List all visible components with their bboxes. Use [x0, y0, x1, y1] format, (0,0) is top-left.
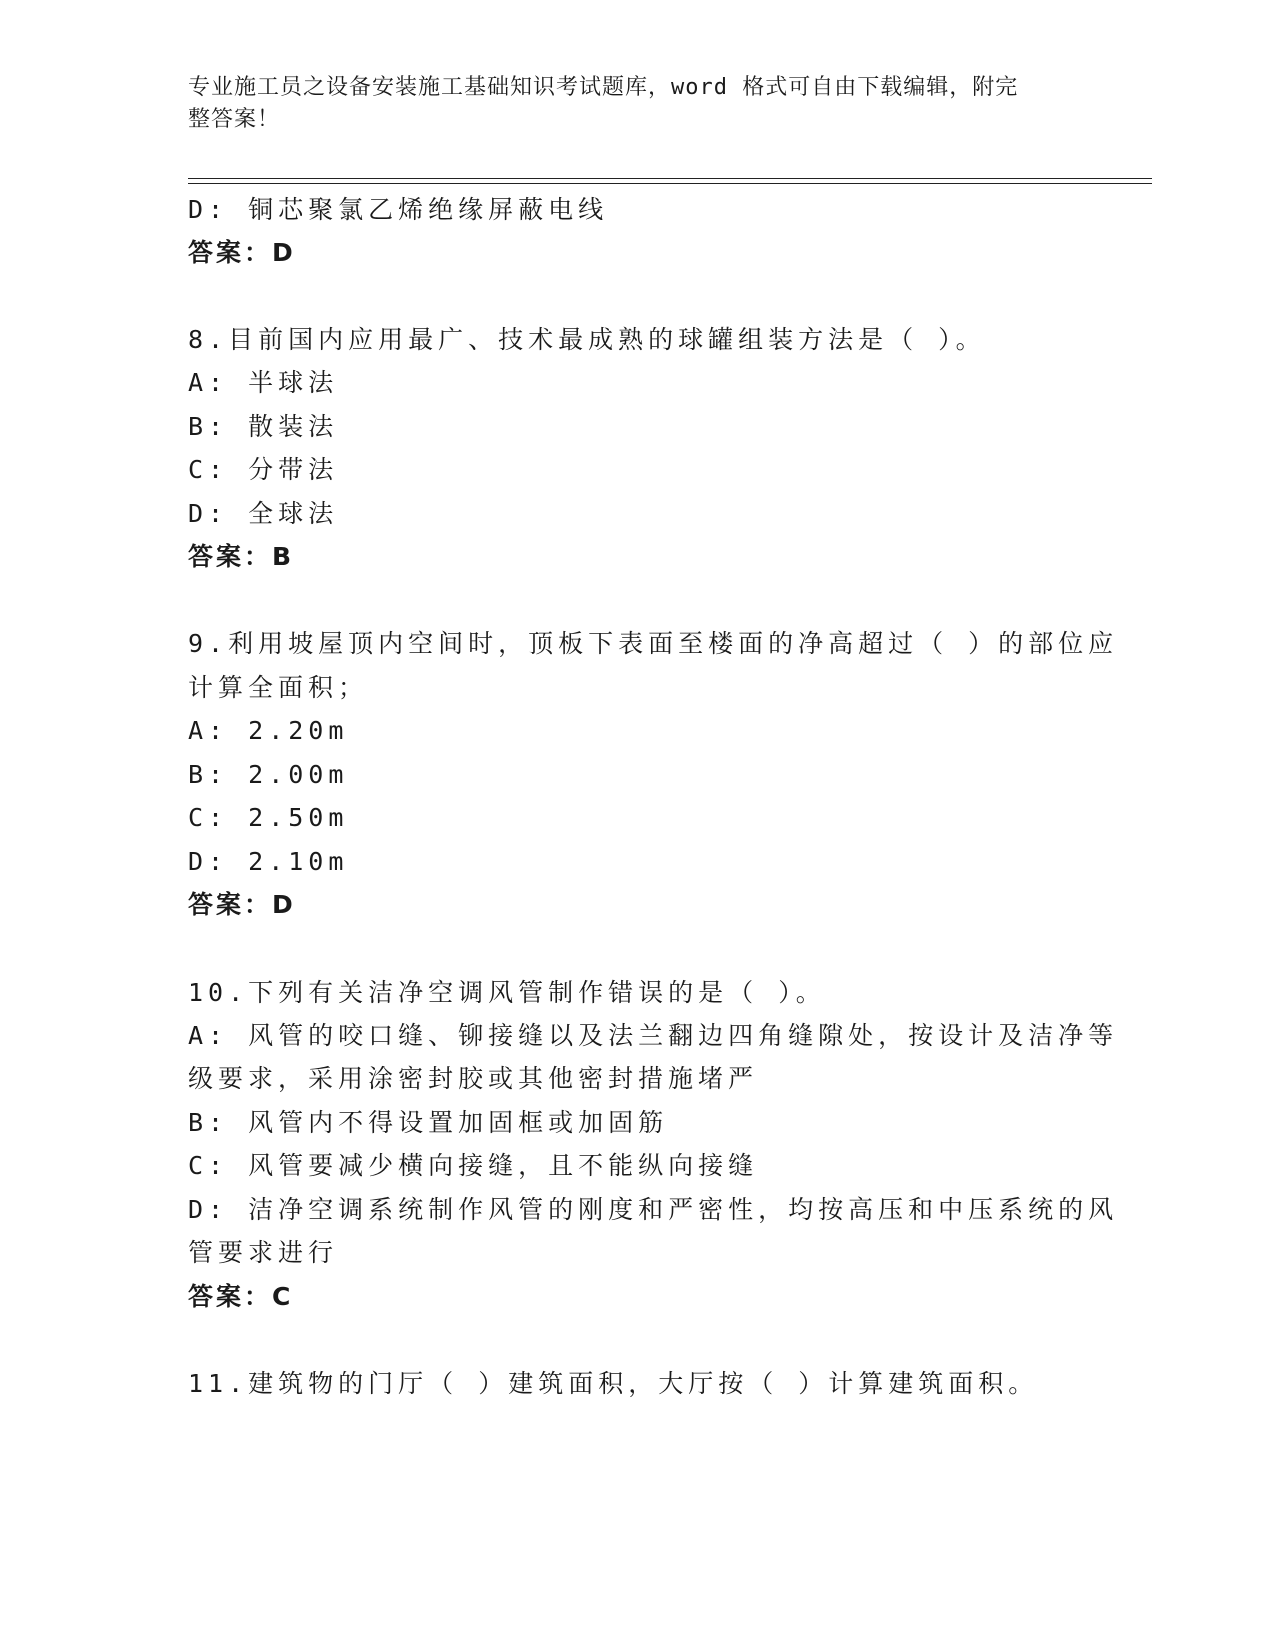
- q10-option-b: B: 风管内不得设置加固框或加固筋: [188, 1108, 669, 1137]
- header-line-2: 整答案！: [188, 107, 281, 132]
- q8-option-d: D: 全球法: [188, 499, 339, 528]
- q7-option-d: D: 铜芯聚氯乙烯绝缘屏蔽电线: [188, 195, 609, 224]
- q10-option-a-line-2: 级要求，采用涂密封胶或其他密封措施堵严: [188, 1064, 759, 1093]
- q10-option-d-line-1: D: 洁净空调系统制作风管的刚度和严密性，均按高压和中压系统的风: [188, 1195, 1119, 1224]
- q9-question-line-1: 9.利用坡屋顶内空间时，顶板下表面至楼面的净高超过（ ）的部位应: [188, 629, 1119, 658]
- q10-option-c: C: 风管要减少横向接缝，且不能纵向接缝: [188, 1151, 759, 1180]
- q10-option-d-line-2: 管要求进行: [188, 1238, 339, 1267]
- q10-answer: 答案：C: [188, 1282, 294, 1311]
- q8-option-c: C: 分带法: [188, 455, 339, 484]
- header-divider-top: [188, 178, 1152, 179]
- q8-option-b: B: 散装法: [188, 412, 339, 441]
- q10-question: 10.下列有关洁净空调风管制作错误的是（ ）。: [188, 978, 826, 1007]
- q9-answer: 答案：D: [188, 890, 296, 919]
- q10-option-a-line-1: A: 风管的咬口缝、铆接缝以及法兰翻边四角缝隙处，按设计及洁净等: [188, 1021, 1119, 1050]
- q7-answer: 答案：D: [188, 238, 296, 267]
- q11-question: 11.建筑物的门厅（ ）建筑面积，大厅按（ ）计算建筑面积。: [188, 1369, 1039, 1398]
- header-line-1: 专业施工员之设备安装施工基础知识考试题库，word 格式可自由下载编辑，附完: [188, 75, 1019, 100]
- q8-question: 8.目前国内应用最广、技术最成熟的球罐组装方法是（ ）。: [188, 325, 986, 354]
- q8-option-a: A: 半球法: [188, 368, 339, 397]
- header-divider-bottom: [188, 183, 1152, 184]
- q9-option-a: A: 2.20m: [188, 716, 349, 745]
- q9-question-line-2: 计算全面积；: [188, 673, 369, 702]
- q9-option-c: C: 2.50m: [188, 803, 349, 832]
- q8-answer: 答案：B: [188, 542, 295, 571]
- q9-option-b: B: 2.00m: [188, 760, 349, 789]
- q9-option-d: D: 2.10m: [188, 847, 349, 876]
- document-header: [188, 72, 1068, 136]
